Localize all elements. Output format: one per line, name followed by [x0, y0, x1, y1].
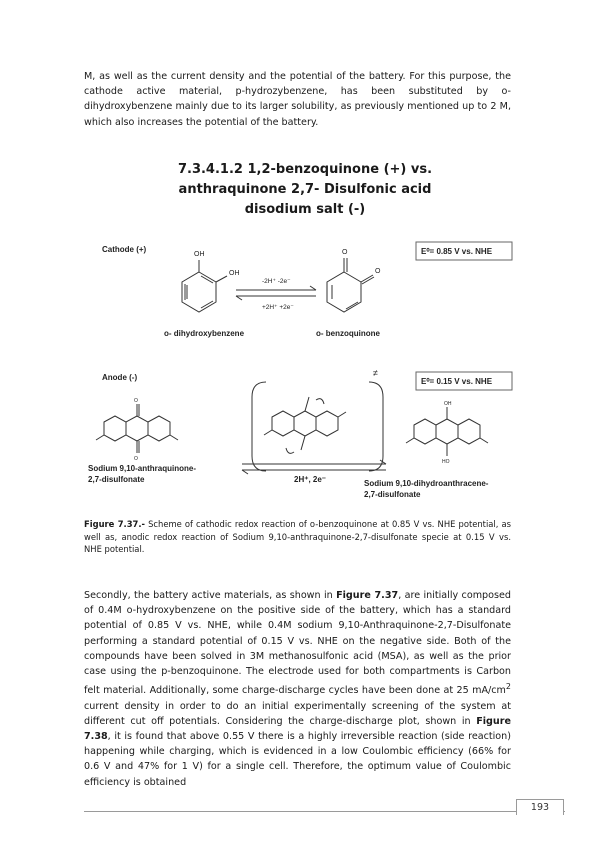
caption-label: Figure 7.37.- — [84, 519, 146, 529]
oh-label-1: OH — [194, 251, 205, 258]
dihydroanthracene-structure — [406, 407, 488, 456]
bracket-left — [252, 382, 266, 471]
redox-scheme-figure — [84, 232, 524, 504]
reactant1-name: o- dihydroxybenzene — [164, 329, 245, 338]
o-label-1: O — [342, 249, 348, 256]
o-label-4: O — [134, 456, 138, 462]
bracket-right — [369, 382, 383, 471]
heading-line-3: disodium salt (-) — [244, 202, 366, 217]
heading-line-1: 7.3.4.1.2 1,2-benzoquinone (+) vs. — [177, 162, 433, 177]
anthraquinone-structure — [96, 404, 178, 453]
ho-label: HO — [442, 459, 450, 465]
heading-line-2: anthraquinone 2,7- Disulfonic acid — [178, 182, 432, 197]
transition-mark: ≠ — [373, 368, 378, 378]
reactant2-name-line1: Sodium 9,10-anthraquinone- — [88, 464, 197, 473]
para2-text-2: , are initially composed of 0.4M o-hydroxybenzene on the positive side of the battery, which has a standard potential of 0.85 V vs. NHE, while 0.4M sodium 9,10-Anthraquinone-2,7-Disulfonate performing a standard potential of 0.15 V vs. NHE on the negative side. Both of the compounds have been solved in 3M methanosulfonic acid (MSA), as well as the prior case using the p-benzoquinone. The electrode used for both compartments is Carbon felt material. Additionally, some charge-discharge cycles have been done at 25 mA/cm — [84, 590, 511, 697]
reduction-label: +2H⁺ +2e⁻ — [262, 304, 294, 311]
body-paragraph — [84, 588, 511, 790]
page-number: 193 — [516, 799, 564, 815]
reactant2-name-line2: 2,7-disulfonate — [88, 475, 145, 484]
oxidation-label: -2H⁺ -2e⁻ — [262, 278, 291, 285]
figure-caption — [84, 518, 511, 556]
cathode-potential: E⁰= 0.85 V vs. NHE — [421, 247, 493, 256]
superscript-2: 2 — [505, 682, 511, 692]
caption-text: Scheme of cathodic redox reaction of o-benzoquinone at 0.85 V vs. NHE potential, as well as, anodic redox reaction of Sodium 9,10-anthraquinone-2,7-disulfonate specie at 0.15 V vs. NHE potential. — [84, 519, 511, 555]
cathode-label: Cathode (+) — [102, 245, 147, 254]
figure-ref-737[interactable]: Figure 7.37 — [336, 590, 399, 601]
product2-name-line2: 2,7-disulfonate — [364, 490, 421, 499]
anode-label: Anode (-) — [102, 373, 138, 382]
transition-state-structure — [264, 397, 346, 453]
product2-name-line1: Sodium 9,10-dihydroanthracene- — [364, 479, 489, 488]
anode-potential: E⁰= 0.15 V vs. NHE — [421, 377, 493, 386]
para2-text-1: Secondly, the battery active materials, as shown in — [84, 590, 337, 601]
section-heading — [150, 160, 460, 220]
oh-label-3: OH — [444, 401, 452, 407]
anode-reaction-label: 2H⁺, 2e⁻ — [294, 475, 327, 484]
o-label-2: O — [375, 268, 381, 275]
figure-ref-738[interactable]: Figure 7.38 — [84, 715, 511, 743]
oh-label-2: OH — [229, 270, 240, 277]
para2-text-3: current density in order to do an initial experimentally screening of the system at different cut off potentials. Considering the charge-discharge plot, shown in — [84, 700, 511, 727]
para2-text-4: , it is found that above 0.55 V there is a highly irreversible reaction (side reaction) happening while charging, which is evidenced in a low Coulombic efficiency (66% for 0.6 V and 47% for 1 V) for a single cell. Therefore, the optimum value of Coulombic efficiency is obtained — [84, 731, 511, 788]
footer-rule — [84, 811, 565, 812]
product1-name: o- benzoquinone — [316, 329, 380, 338]
intro-paragraph: M, as well as the current density and the potential of the battery. For this purpose, the cathode active material, p-hydrozybenzene, has been substituted by o-dihydroxybenzene mainly due to its larger solubility, as previously mentioned up to 2 M, which also increases the potential of the battery. — [84, 71, 511, 128]
o-label-3: O — [134, 398, 138, 404]
